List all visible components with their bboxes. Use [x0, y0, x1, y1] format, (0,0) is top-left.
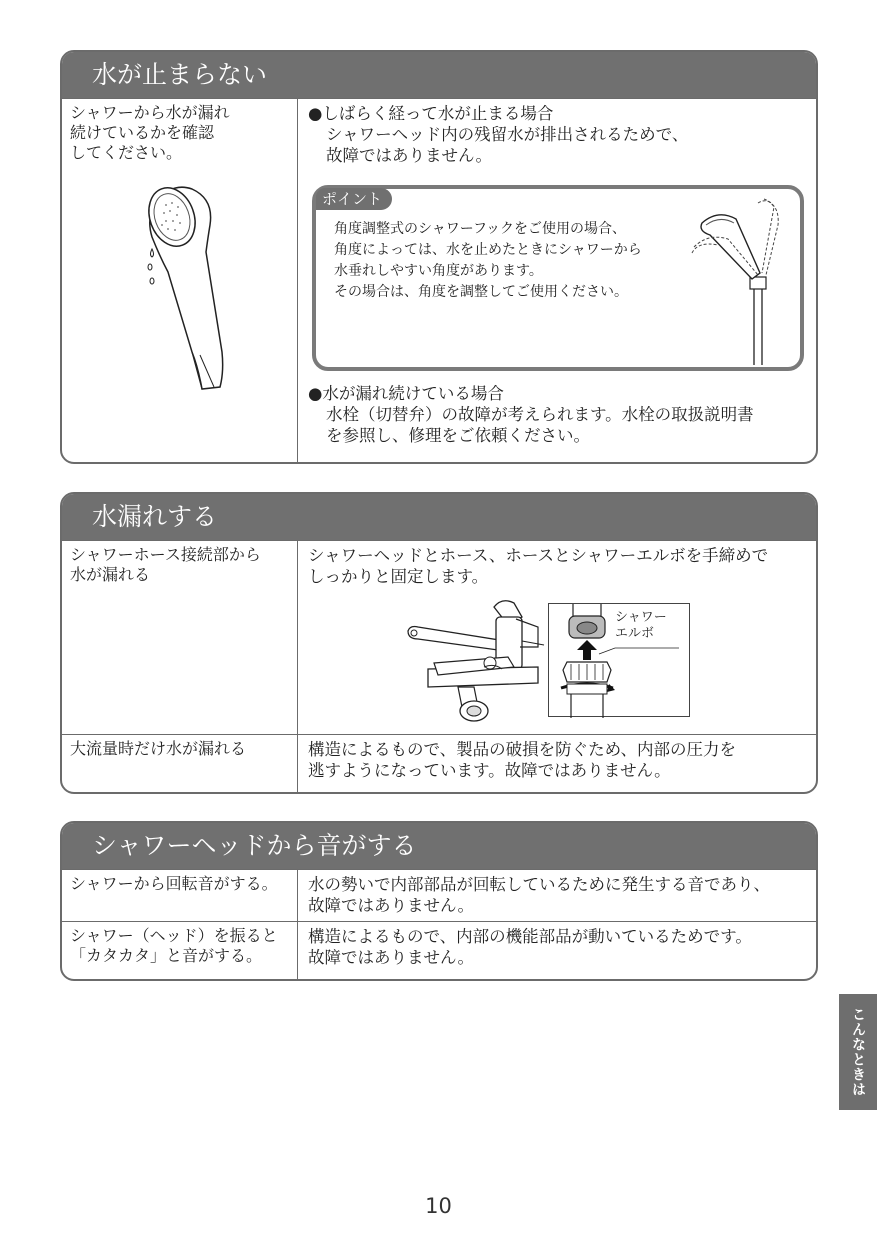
section-title: 水漏れする: [62, 494, 816, 540]
side-tab-troubleshooting[interactable]: こんなときは: [839, 994, 877, 1110]
symptom-cell: [62, 541, 298, 734]
elbow-detail-box: [548, 603, 690, 717]
remedy-line: 故障ではありません。: [308, 948, 474, 967]
case-text: 故障ではありません。: [326, 146, 492, 165]
symptom-line: シャワーから水が漏れ: [70, 103, 230, 122]
point-box: [312, 185, 804, 371]
symptom-line: シャワーホース接続部から: [70, 545, 261, 564]
shower-hook-angle-illustration: [688, 195, 798, 365]
page-number: 10: [425, 1194, 452, 1218]
symptom-cell: [62, 870, 298, 921]
remedy-line: 構造によるもので、内部の機能部品が動いているためです。: [308, 927, 752, 946]
table-row: [62, 540, 816, 734]
table-row: [62, 921, 816, 979]
case-heading: ●しばらく経って水が止まる場合: [308, 104, 554, 123]
faucet-illustration: [398, 597, 548, 727]
point-text: [334, 219, 642, 303]
case-heading: ●水が漏れ続けている場合: [308, 384, 504, 403]
case-text: を参照し、修理をご依頼ください。: [326, 426, 590, 445]
symptom-cell: [62, 99, 298, 464]
symptom-line: シャワー（ヘッド）を振ると: [70, 926, 278, 945]
cause-cell: [298, 99, 816, 464]
case-block-2: [308, 383, 754, 446]
table-row: [62, 869, 816, 921]
symptom-line: 水が漏れる: [70, 565, 151, 584]
shower-head-dripping-illustration: [122, 177, 242, 407]
section-shower-head-noise: [60, 821, 818, 981]
remedy-line: シャワーヘッドとホース、ホースとシャワーエルボを手締めで: [308, 546, 769, 565]
cause-cell: [298, 870, 816, 921]
symptom-line: 「カタカタ」と音がする。: [70, 946, 263, 965]
elbow-label-line: シャワー: [615, 610, 667, 625]
cause-cell: [298, 735, 816, 792]
remedy-line: 水の勢いで内部部品が回転しているために発生する音であり、: [308, 875, 770, 894]
table-row: [62, 98, 816, 464]
symptom-line: 続けているかを確認: [70, 123, 215, 142]
elbow-label-line: エルボ: [615, 626, 655, 641]
case-text: 水栓（切替弁）の故障が考えられます。水栓の取扱説明書: [326, 405, 754, 424]
point-line: 角度調整式のシャワーフックをご使用の場合、: [334, 221, 627, 237]
remedy-line: 逃すようになっています。故障ではありません。: [308, 761, 671, 780]
section-water-not-stopping: [60, 50, 818, 464]
table-row: [62, 734, 816, 792]
section-title: シャワーヘッドから音がする: [62, 823, 816, 869]
point-line: 角度によっては、水を止めたときにシャワーから: [334, 242, 642, 258]
symptom-line: シャワーから回転音がする。: [70, 874, 278, 893]
symptom-cell: [62, 735, 298, 792]
point-line: その場合は、角度を調整してご使用ください。: [334, 284, 628, 300]
symptom-cell: [62, 922, 298, 979]
cause-cell: [298, 922, 816, 979]
symptom-line: してください。: [70, 143, 183, 162]
section-title: 水が止まらない: [62, 52, 816, 98]
elbow-label: [615, 610, 667, 642]
section-water-leak: [60, 492, 818, 794]
point-line: 水垂れしやすい角度があります。: [334, 263, 543, 279]
remedy-line: 故障ではありません。: [308, 896, 474, 915]
remedy-line: 構造によるもので、製品の破損を防ぐため、内部の圧力を: [308, 740, 737, 759]
symptom-line: 大流量時だけ水が漏れる: [70, 739, 247, 758]
point-tag: ポイント: [316, 188, 392, 210]
cause-cell: [298, 541, 816, 734]
remedy-line: しっかりと固定します。: [308, 567, 489, 586]
case-text: シャワーヘッド内の残留水が排出されるためで、: [326, 125, 689, 144]
